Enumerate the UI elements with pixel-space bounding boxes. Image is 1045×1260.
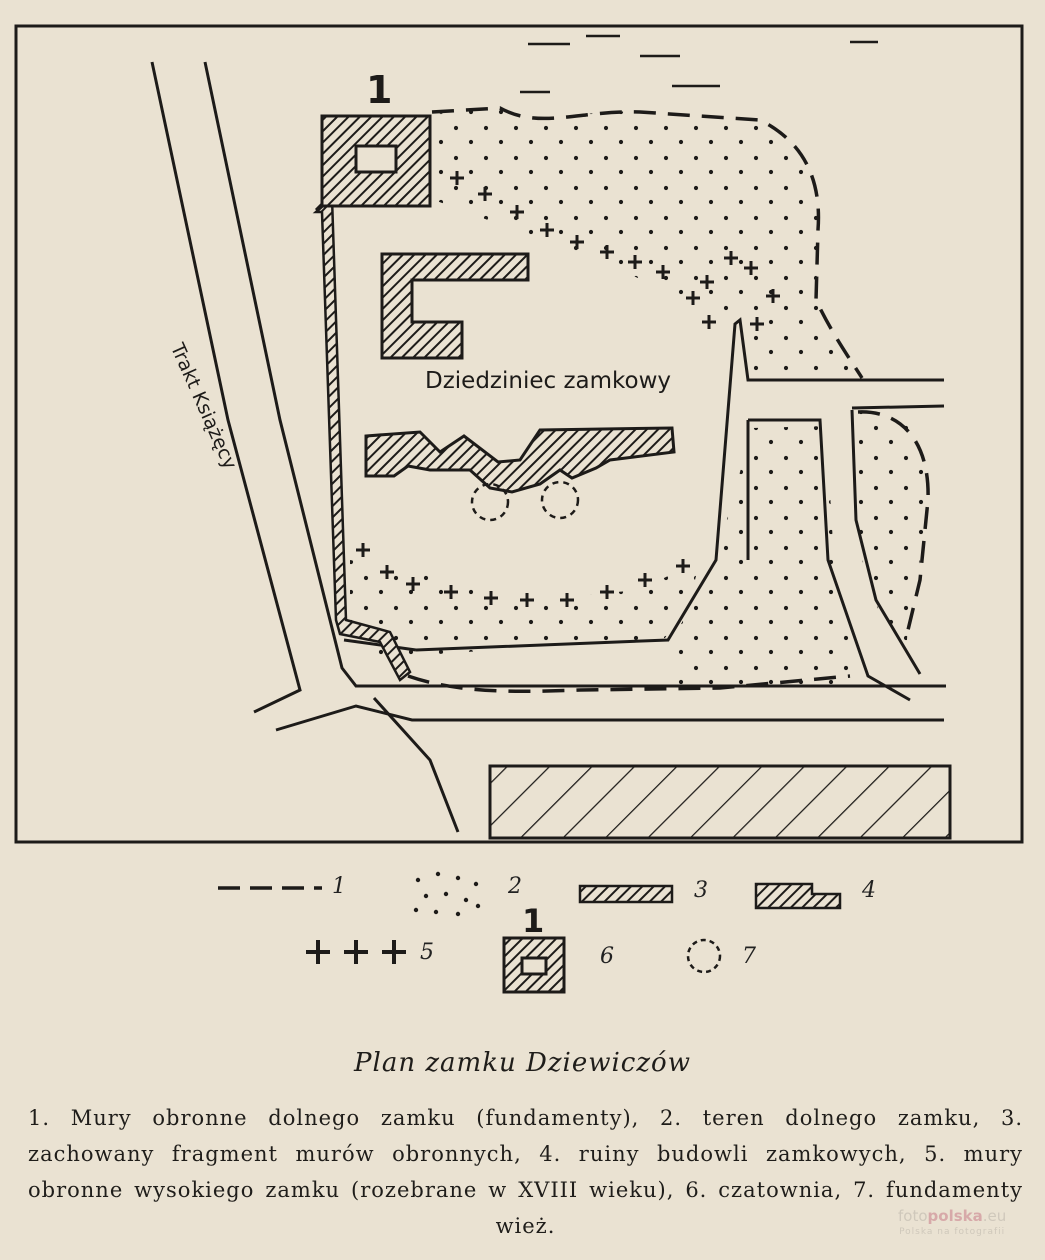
legend-symbol-7-foundation xyxy=(688,940,720,972)
watchtower-number: 1 xyxy=(366,68,393,112)
legend-number: 7 xyxy=(742,944,756,969)
watermark-brand: polska xyxy=(927,1207,983,1225)
courtyard-label: Dziedziniec zamkowy xyxy=(425,368,672,394)
watchtower-core xyxy=(356,146,396,172)
legend-number: 2 xyxy=(508,874,522,899)
legend-number: 6 xyxy=(600,944,614,969)
legend-symbol-3-wall-fragment xyxy=(580,886,672,902)
legend-number: 4 xyxy=(862,878,876,903)
legend-watchtower-number: 1 xyxy=(522,902,545,940)
legend-number: 5 xyxy=(420,940,434,965)
plan-caption: 1. Mury obronne dolnego zamku (fundamenty), 2. teren dolnego zamku, 3. zachowany fragment murów obronnych, 4. ruiny budowli zamkowych, 5. mury obronne wysokiego zamku (rozebrane w XVIII wieku), 6. czatownia, 7. fundamenty wież. xyxy=(28,1106,1023,1238)
hatched-field xyxy=(490,766,950,838)
castle-ruin-south xyxy=(366,428,674,492)
watermark-prefix: foto xyxy=(898,1207,928,1225)
legend-number: 3 xyxy=(694,878,708,903)
water-marks xyxy=(520,36,878,92)
lower-castle-dots-east2 xyxy=(856,412,928,660)
watermark-subtitle: Polska na fotografii xyxy=(899,1227,1006,1237)
legend-number: 1 xyxy=(332,874,346,899)
watermark xyxy=(898,1208,1006,1240)
legend-symbol-4-ruins xyxy=(756,884,840,908)
castle-ruin-north xyxy=(382,254,528,358)
legend-symbol-6-watchtower-core xyxy=(522,958,546,974)
legend-symbol-2-dots xyxy=(414,872,480,916)
watermark-suffix: .eu xyxy=(982,1207,1007,1225)
road-label: Trakt Książęcy xyxy=(165,340,242,473)
legend-symbol-5-crosses xyxy=(306,940,406,964)
plan-title: Plan zamku Dziewiczów xyxy=(354,1048,691,1078)
